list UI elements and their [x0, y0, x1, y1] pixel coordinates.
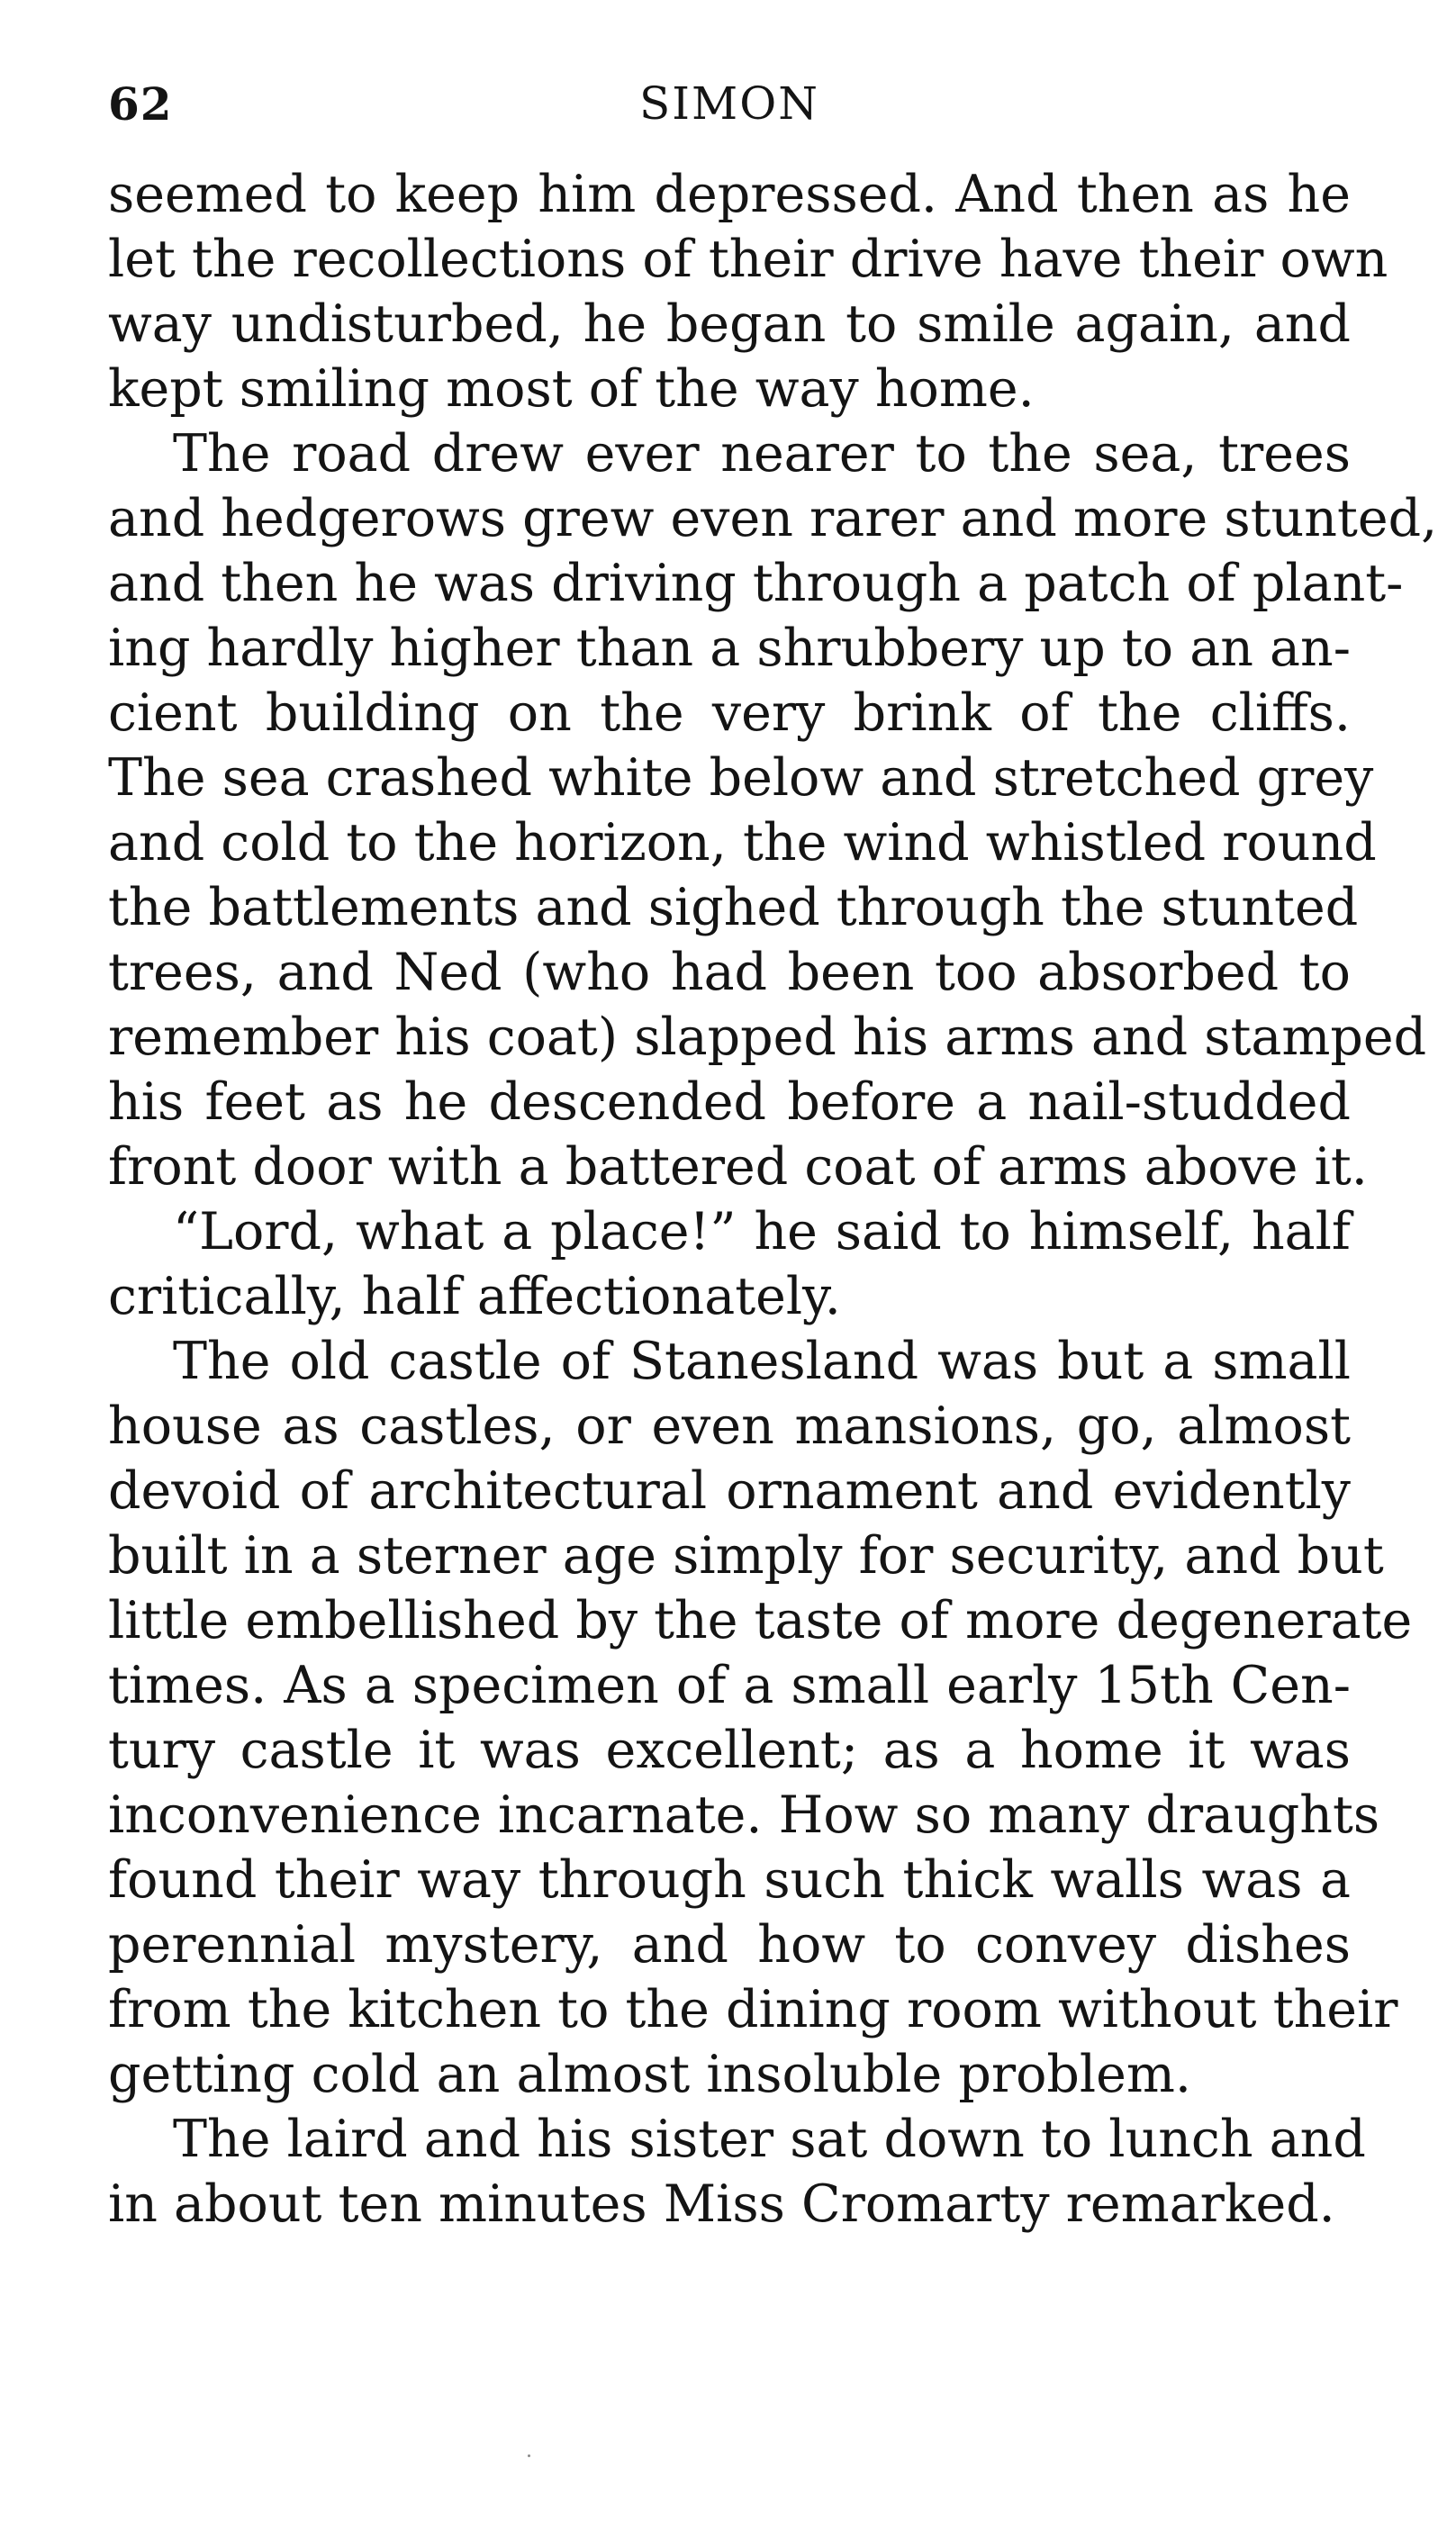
body-text — [108, 162, 1438, 2237]
text-line: devoid of architectural ornament and evidently — [108, 1461, 1351, 1521]
paragraph-5 — [108, 2107, 1366, 2237]
text-line: and hedgerows grew even rarer and more stunted, — [108, 489, 1438, 548]
text-line: the battlements and sighed through the stunted — [108, 878, 1359, 937]
text-line: way undisturbed, he began to smile again, and — [108, 294, 1351, 354]
text-line: and then he was driving through a patch of plant- — [108, 554, 1404, 613]
text-line: perennial mystery, and how to convey dishes — [108, 1915, 1351, 1975]
text-line: The road drew ever nearer to the sea, trees — [173, 424, 1351, 484]
text-line: house as castles, or even mansions, go, almost — [108, 1397, 1351, 1456]
paragraph-1 — [108, 162, 1388, 421]
text-line: times. As a specimen of a small early 15th Cen- — [108, 1656, 1351, 1715]
paragraph-2 — [108, 421, 1438, 1199]
text-line: The sea crashed white below and stretched grey — [108, 748, 1374, 808]
text-line: his feet as he descended before a nail-studded — [108, 1072, 1351, 1132]
text-line: critically, half affectionately. — [108, 1267, 841, 1326]
text-line: The laird and his sister sat down to lunch and — [173, 2110, 1366, 2169]
text-line: ing hardly higher than a shrubbery up to an an- — [108, 619, 1351, 678]
text-line: let the recollections of their drive have their own — [108, 230, 1388, 289]
text-line: getting cold an almost insoluble problem. — [108, 2045, 1192, 2104]
text-line: remember his coat) slapped his arms and stamped — [108, 1008, 1427, 1067]
text-line: The old castle of Stanesland was but a small — [173, 1332, 1351, 1391]
text-line: kept smiling most of the way home. — [108, 359, 1035, 419]
text-line: and cold to the horizon, the wind whistled round — [108, 813, 1377, 872]
running-title: SIMON — [639, 77, 819, 130]
paragraph-3 — [108, 1199, 1351, 1329]
text-line: tury castle it was excellent; as a home it was — [108, 1721, 1351, 1780]
text-line: cient building on the very brink of the cliffs. — [108, 683, 1351, 743]
page-number: 62 — [108, 77, 173, 131]
paragraph-4 — [108, 1329, 1413, 2107]
text-line: seemed to keep him depressed. And then as he — [108, 165, 1351, 224]
text-line: in about ten minutes Miss Cromarty remarked. — [108, 2174, 1335, 2234]
text-line: “Lord, what a place!” he said to himself, half — [173, 1202, 1351, 1261]
text-line: little embellished by the taste of more degenerate — [108, 1591, 1413, 1650]
text-line: found their way through such thick walls was a — [108, 1850, 1351, 1910]
text-line: trees, and Ned (who had been too absorbed to — [108, 943, 1351, 1002]
text-line: from the kitchen to the dining room without their — [108, 1980, 1398, 2039]
text-line: front door with a battered coat of arms above it. — [108, 1137, 1368, 1197]
page-header — [108, 77, 1351, 149]
print-speck — [528, 2454, 530, 2457]
text-line: built in a sterner age simply for security, and but — [108, 1526, 1384, 1586]
text-line: inconvenience incarnate. How so many draughts — [108, 1785, 1380, 1845]
